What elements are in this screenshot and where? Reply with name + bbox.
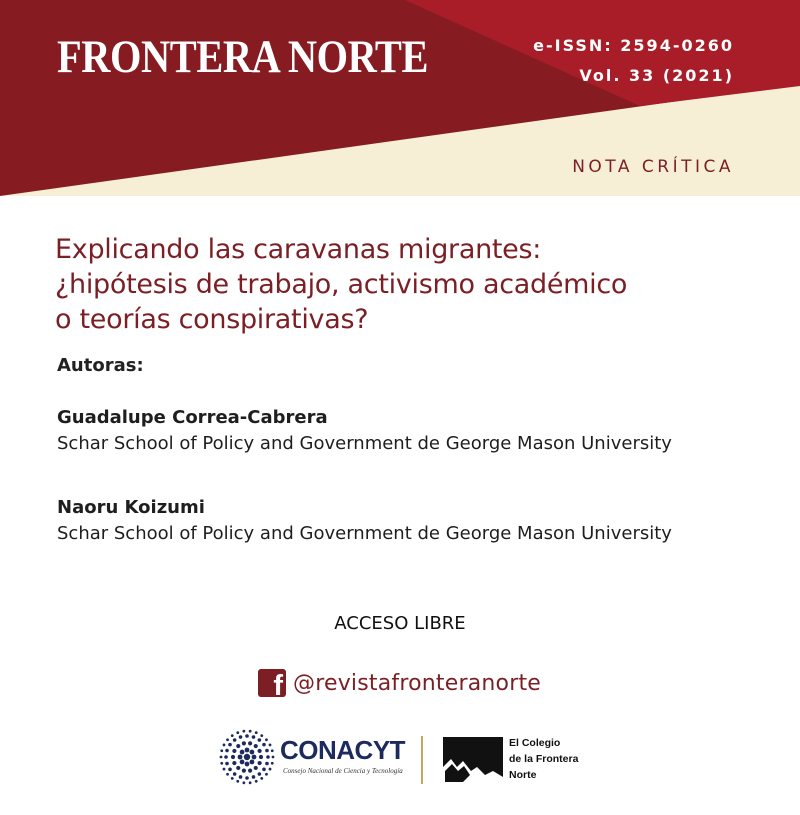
open-access-label: ACCESO LIBRE (334, 613, 466, 634)
article-title-line: Explicando las caravanas migrantes: (55, 234, 542, 265)
conacyt-logo-icon (218, 728, 276, 786)
header-banner (0, 0, 800, 196)
facebook-icon[interactable]: f (258, 669, 286, 697)
colef-name-line: de la Frontera (509, 753, 579, 765)
author-name: Guadalupe Correa-Cabrera (57, 407, 328, 428)
author-entry (57, 495, 757, 547)
authors-label: Autoras: (57, 355, 144, 376)
colef-name (509, 735, 599, 783)
social-handle[interactable]: @revistafronteranorte (293, 670, 542, 696)
social-link[interactable] (258, 668, 541, 698)
article-title (55, 232, 755, 337)
article-title-line: o teorías conspirativas? (55, 304, 369, 335)
colef-logo-icon (443, 737, 503, 782)
author-affiliation: Schar School of Policy and Government de George Mason University (57, 433, 672, 454)
article-title-line: ¿hipótesis de trabajo, activismo académico (55, 269, 628, 300)
author-entry (57, 405, 757, 457)
journal-title: FRONTERA NORTE (57, 31, 428, 83)
author-affiliation: Schar School of Policy and Government de George Mason University (57, 523, 672, 544)
volume: Vol. 33 (2021) (579, 66, 734, 85)
author-name: Naoru Koizumi (57, 497, 205, 518)
colef-name-line: Norte (509, 769, 537, 781)
conacyt-subtitle: Consejo Nacional de Ciencia y Tecnología (283, 767, 403, 775)
issn: e-ISSN: 2594-0260 (533, 36, 734, 55)
conacyt-name: CONACYT (280, 735, 406, 765)
sponsor-logos (0, 720, 800, 800)
colef-name-line: El Colegio (509, 737, 561, 749)
logo-divider (421, 736, 423, 784)
section-label: NOTA CRÍTICA (572, 157, 734, 177)
